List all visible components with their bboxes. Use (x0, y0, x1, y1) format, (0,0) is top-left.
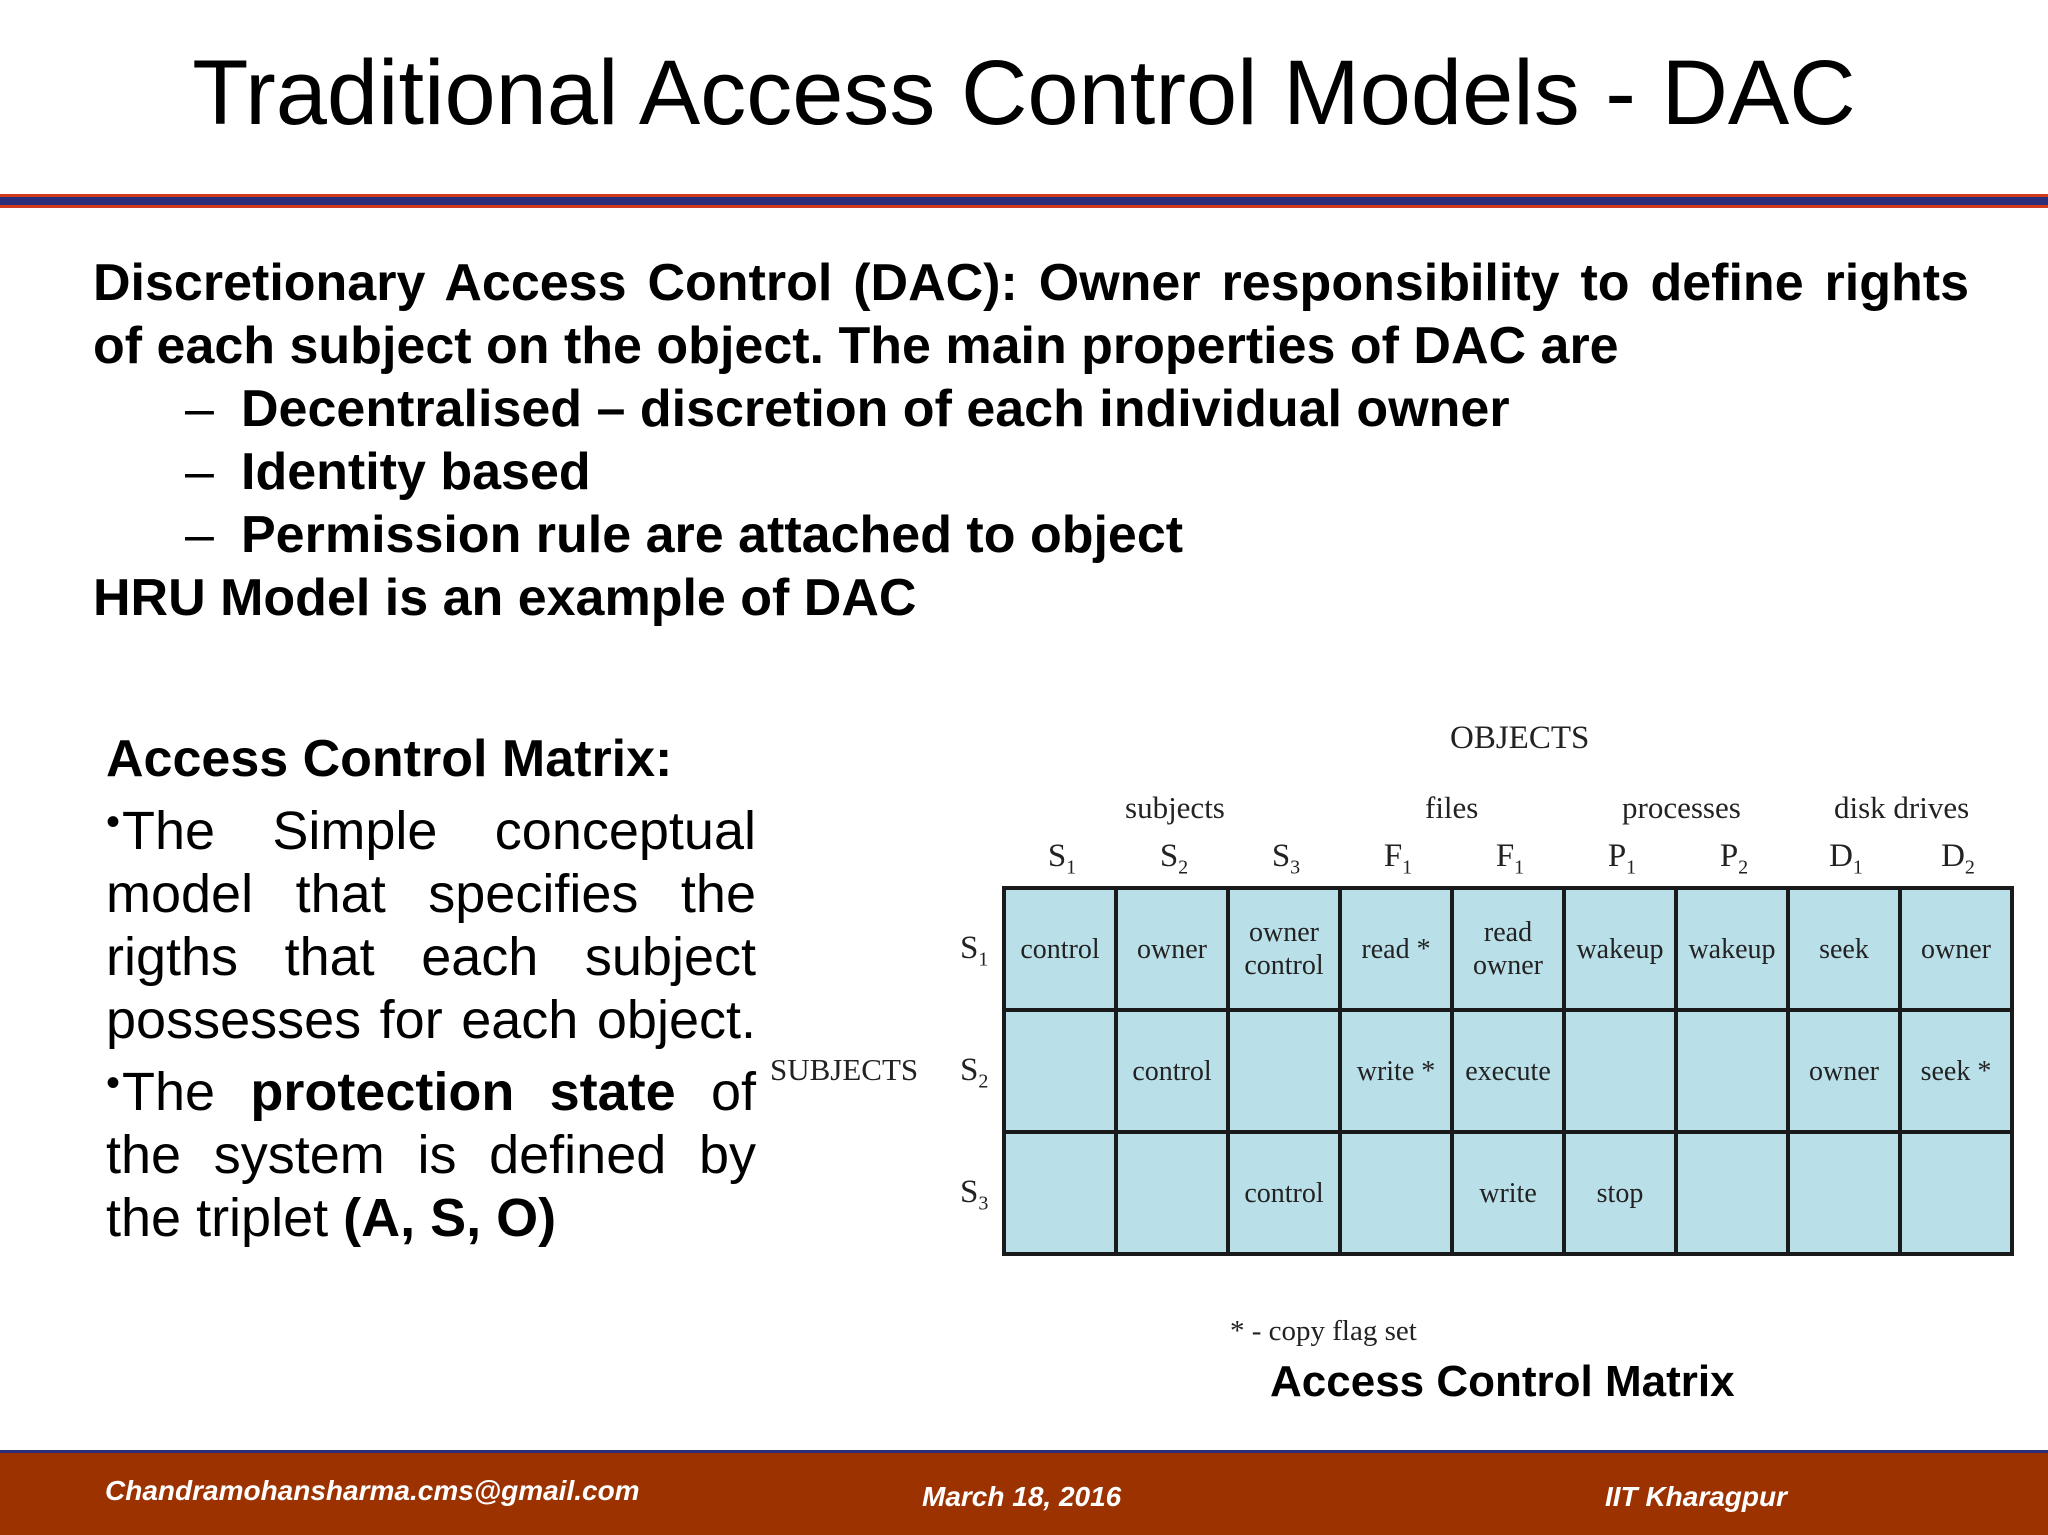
acm-heading: Access Control Matrix: (106, 730, 673, 788)
dash-bullet: – (185, 443, 214, 501)
matrix-cell (1004, 1132, 1116, 1254)
acm-point-1-text: The Simple conceptual model that specifies the rigths that each subject possesses for each object. (106, 801, 756, 1050)
column-header: $S_2$ (1159, 838, 1189, 879)
matrix-cell: wakeup (1564, 888, 1676, 1010)
bullet-dot: • (106, 1061, 121, 1105)
matrix-cell: write * (1340, 1010, 1452, 1132)
matrix-cell (1900, 1132, 2012, 1254)
subjects-label: SUBJECTS (770, 1052, 919, 1087)
dac-property-text: Decentralised – discretion of each individual owner (241, 380, 1510, 438)
protection-state-term: protection state (250, 1062, 676, 1122)
matrix-cell (1340, 1132, 1452, 1254)
dac-property-item (93, 378, 1969, 441)
column-header: $D_1$ (1829, 838, 1863, 879)
column-header: $S_1$ (1047, 838, 1077, 879)
group-label-files: files (1425, 790, 1479, 825)
matrix-grid (1002, 886, 2014, 1256)
matrix-row (1004, 1010, 2012, 1132)
column-header: $F_1$ (1383, 838, 1413, 879)
group-label-processes: processes (1622, 790, 1741, 825)
matrix-cell (1788, 1132, 1900, 1254)
matrix-cell: control (1116, 1010, 1228, 1132)
matrix-cell: owner control (1228, 888, 1340, 1010)
group-label-subjects: subjects (1125, 790, 1225, 825)
column-header: $P_2$ (1719, 838, 1749, 879)
access-control-matrix-figure (770, 710, 2020, 1410)
row-header: $S_1$ (960, 930, 989, 971)
footer-email: Chandramohansharma.cms@gmail.com (105, 1475, 640, 1506)
acm-point-2-mid: of the system is defined by the triplet (106, 1062, 756, 1248)
acm-point-2-pre: The (122, 1062, 251, 1122)
matrix-cell: read owner (1452, 888, 1564, 1010)
matrix-cell: execute (1452, 1010, 1564, 1132)
matrix-cell: control (1004, 888, 1116, 1010)
dash-bullet: – (185, 380, 214, 438)
column-header: $S_3$ (1271, 838, 1301, 879)
matrix-cell: owner (1900, 888, 2012, 1010)
matrix-cell: wakeup (1676, 888, 1788, 1010)
row-header: $S_3$ (960, 1174, 989, 1215)
row-header: $S_2$ (960, 1052, 989, 1093)
column-header: $D_2$ (1941, 838, 1975, 879)
matrix-cell: control (1228, 1132, 1340, 1254)
dac-property-text: Identity based (241, 443, 591, 501)
column-header: $F_1$ (1495, 838, 1525, 879)
matrix-cell (1564, 1010, 1676, 1132)
matrix-cell: write (1452, 1132, 1564, 1254)
matrix-cell: stop (1564, 1132, 1676, 1254)
matrix-cell: seek (1788, 888, 1900, 1010)
matrix-row (1004, 888, 2012, 1010)
dac-description (93, 252, 1969, 630)
dac-property-item (93, 504, 1969, 567)
matrix-cell: owner (1116, 888, 1228, 1010)
matrix-cell: seek * (1900, 1010, 2012, 1132)
triplet-term: (A, S, O) (343, 1188, 557, 1248)
matrix-cell (1676, 1132, 1788, 1254)
footer-date: March 18, 2016 (922, 1481, 1122, 1512)
copy-flag-note: * - copy flag set (1230, 1315, 1417, 1347)
acm-explanation (106, 728, 756, 1250)
title-divider (0, 194, 2048, 208)
dac-definition: Discretionary Access Control (DAC): Owner responsibility to define rights of each subject on the object. The main properties of DAC are (93, 254, 1969, 375)
slide-title: Traditional Access Control Models - DAC (192, 42, 1856, 144)
matrix-cell (1004, 1010, 1116, 1132)
matrix-cell (1676, 1010, 1788, 1132)
acm-point-2 (106, 1052, 756, 1250)
matrix-cell (1228, 1010, 1340, 1132)
hru-model-note: HRU Model is an example of DAC (93, 569, 917, 627)
dac-property-item (93, 441, 1969, 504)
matrix-row (1004, 1132, 2012, 1254)
objects-label: OBJECTS (1450, 720, 1590, 756)
footer-institution: IIT Kharagpur (1605, 1481, 1788, 1512)
matrix-cell: read * (1340, 888, 1452, 1010)
matrix-caption: Access Control Matrix (1270, 1357, 1735, 1406)
acm-point-1 (106, 791, 756, 1052)
bullet-dot: • (106, 800, 121, 844)
matrix-cell: owner (1788, 1010, 1900, 1132)
dac-property-text: Permission rule are attached to object (241, 506, 1184, 564)
dac-properties-list (93, 378, 1969, 567)
group-label-disk-drives: disk drives (1834, 790, 1970, 825)
column-header: $P_1$ (1607, 838, 1637, 879)
dash-bullet: – (185, 506, 214, 564)
footer-bar (0, 1450, 2048, 1535)
matrix-cell (1116, 1132, 1228, 1254)
